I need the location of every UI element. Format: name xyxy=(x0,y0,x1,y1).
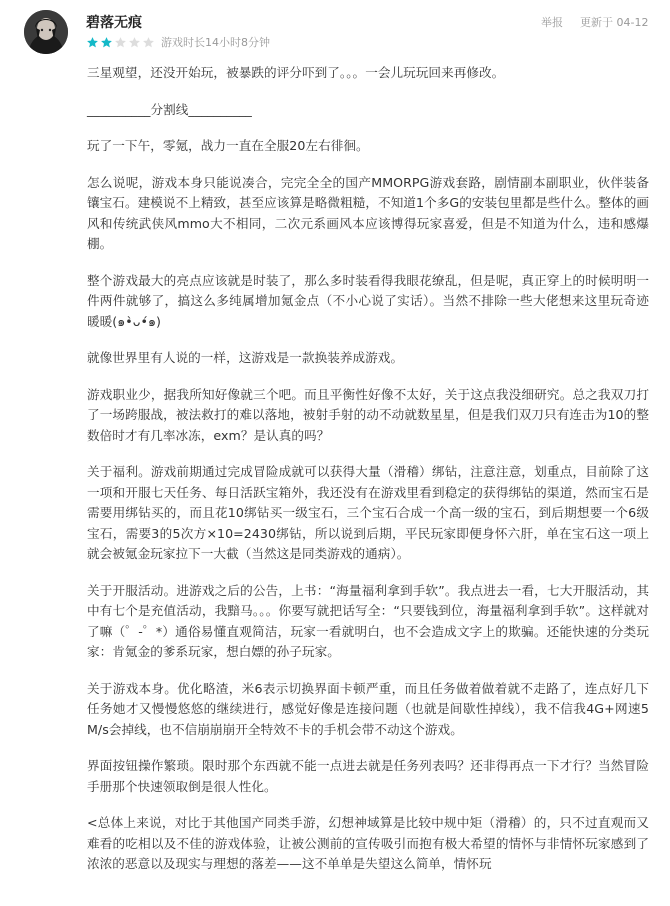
username[interactable]: 碧落无痕 xyxy=(86,15,142,31)
review-paragraph: <总体上来说，对比于其他国产同类手游，幻想神域算是比较中规中矩（滑稽）的，只不过直观而又难看的吃相以及不佳的游戏体验，让被公测前的宣传吸引而抱有极大希望的情怀与非情怀玩家感到了浓浓的恶意以及现实与理想的落差——这不单单是失望这么简单，情怀玩 xyxy=(87,815,649,871)
review-paragraph: 怎么说呢，游戏本身只能说凑合，完完全全的国产MMORPG游戏套路，剧情副本副职业，伙伴装备镶宝石。建模说不上精致，甚至应该算是略微粗糙，不知道1个多G的安装包里都是些什么。整体的画风和传统武侠风mmo大不相同，二次元系画风本应该博得玩家喜爱，但是不知道为什么，违和感爆棚。 xyxy=(87,174,649,251)
review-paragraph: 游戏职业少，据我所知好像就三个吧。而且平衡性好像不太好，关于这点我没细研究。总之我双刀打了一场跨服战，被法救打的难以落地，被射手射的动不动就数星星，但是我们双刀只有连击为10的整数倍时才有几率冰冻，exm？是认真的吗？ xyxy=(87,386,649,443)
playtime: 游戏时长14小时8分钟 xyxy=(161,36,270,49)
star-empty-icon xyxy=(142,36,155,49)
review-paragraph: 就像世界里有人说的一样，这游戏是一款换装养成游戏。 xyxy=(87,350,404,365)
report-button[interactable]: 举报 xyxy=(541,16,563,29)
star-empty-icon xyxy=(114,36,127,49)
star-filled-icon xyxy=(86,36,99,49)
review-paragraph: 关于开服活动。进游戏之后的公告，上书：“海量福利拿到手软”。我点进去一看，七大开服活动，其中有七个是充值活动，我黯马。。。你要写就把话写全：“只要钱到位，海量福利拿到手软”。这样就对了嘛（゜-゜*）通俗易懂直观简洁，玩家一看就明白，也不会造成文字上的欺骗。还能快速的分类玩家：肯氪金的爹系玩家，想白嫖的孙子玩家。 xyxy=(87,582,649,659)
review-paragraph: __________分割线__________ xyxy=(87,101,252,117)
review-paragraph: 玩了一下午，零氪，战力一直在全服20左右徘徊。 xyxy=(87,138,369,153)
updated-date: 更新于 04-12 xyxy=(580,16,649,29)
avatar-image xyxy=(24,10,68,54)
review-body xyxy=(87,63,649,891)
star-empty-icon xyxy=(128,36,141,49)
rating-stars xyxy=(86,36,155,50)
avatar[interactable] xyxy=(24,10,68,54)
review-paragraph: 三星观望，还没开始玩，被暴跌的评分吓到了。。。一会儿玩玩回来再修改。 xyxy=(87,65,505,80)
review-paragraph: 关于福利。游戏前期通过完成冒险成就可以获得大量（滑稽）绑钻，注意注意，划重点，目前除了这一项和开服七天任务、每日活跃宝箱外，我还没有在游戏里看到稳定的获得绑钻的渠道，然而宝石是需要用绑钻买的，而且花10绑钻买一级宝石，三个宝石合成一个高一级的宝石，到后期想要一个6级宝石，需要3的5次方×10=2430绑钻，所以说到后期，平民玩家即便身怀六肝，单在宝石这一项上就会被氪金玩家拉下一大截（当然这是同类游戏的通病）。 xyxy=(87,464,649,561)
review-paragraph: 界面按钮操作繁琐。限时那个东西就不能一点进去就是任务列表吗？还非得再点一下才行？当然冒险手册那个快速领取倒是很人性化。 xyxy=(87,758,649,794)
review-paragraph: 关于游戏本身。优化略渣，米6表示切换界面卡顿严重，而且任务做着做着就不走路了，连点好几下任务她才又慢慢悠悠的继续进行，感觉好像是连接问题（也就是间歇性掉线），我不信我4G+网速5M/s会掉线，也不信崩崩崩开全特效不卡的手机会带不动这个游戏。 xyxy=(87,680,649,737)
star-filled-icon xyxy=(100,36,113,49)
review-paragraph: 整个游戏最大的亮点应该就是时装了，那么多时装看得我眼花缭乱，但是呢，真正穿上的时候明明一件两件就够了，搞这么多纯属增加氪金点（不小心说了实话）。当然不排除一些大佬想来这里玩奇迹暖暖(๑•̀ᴗ•́๑) xyxy=(87,272,649,329)
